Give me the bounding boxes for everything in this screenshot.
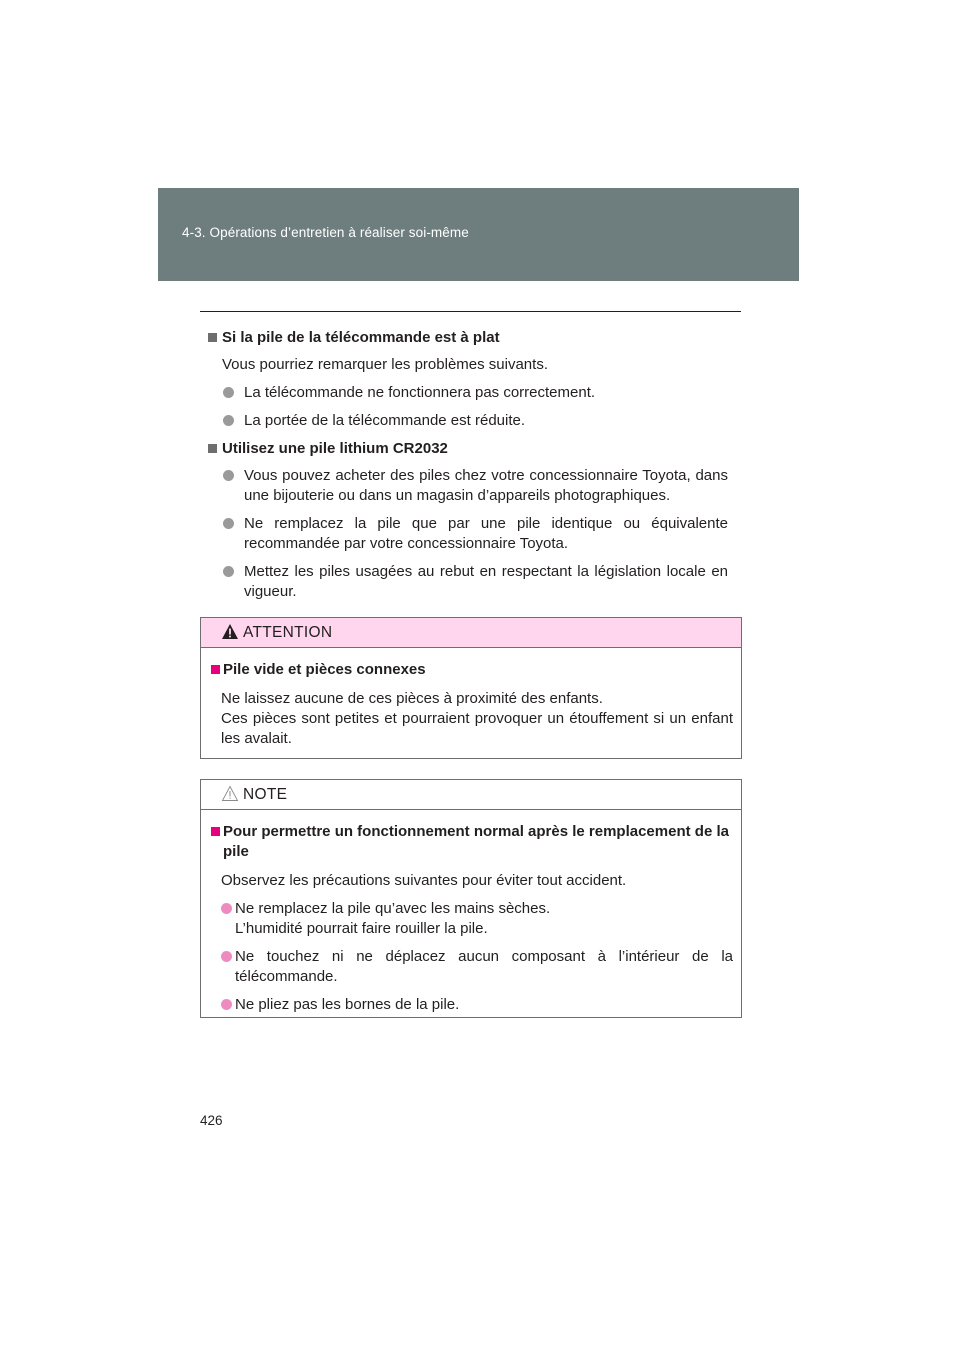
- note-title: NOTE: [243, 786, 288, 803]
- attention-title: ATTENTION: [243, 624, 333, 641]
- note-box: [200, 779, 742, 1018]
- main-content: [208, 328, 728, 610]
- round-bullet-icon: [221, 951, 232, 962]
- list-item: Ne pliez pas les bornes de la pile.: [211, 995, 733, 1015]
- note-intro: Observez les précautions suivantes pour éviter tout accident.: [221, 872, 627, 889]
- square-bullet-icon: [208, 444, 217, 453]
- attention-heading: Pile vide et pièces connexes: [211, 660, 733, 680]
- section-heading: Utilisez une pile lithium CR2032: [208, 439, 728, 459]
- round-bullet-icon: [223, 470, 234, 481]
- square-bullet-icon: [208, 333, 217, 342]
- list-item: La télécommande ne fonctionnera pas correctement.: [208, 383, 728, 403]
- round-bullet-icon: [223, 415, 234, 426]
- square-bullet-icon: [211, 665, 220, 674]
- list-item: La portée de la télécommande est réduite.: [208, 411, 728, 431]
- warning-triangle-outline-icon: [221, 785, 239, 802]
- list-item: Mettez les piles usagées au rebut en respectant la législation locale en vigueur.: [208, 562, 728, 602]
- note-header: [201, 780, 741, 810]
- section-intro: Vous pourriez remarquer les problèmes suivants.: [222, 356, 548, 373]
- list-item: Ne remplacez la pile qu’avec les mains sèches. L’humidité pourrait faire rouiller la pile.: [211, 899, 733, 939]
- list-item: Vous pouvez acheter des piles chez votre concessionnaire Toyota, dans une bijouterie ou dans un magasin d’appareils photographiques.: [208, 466, 728, 506]
- header-rule: [200, 311, 741, 312]
- attention-box: [200, 617, 742, 759]
- section-header-band: [158, 188, 799, 281]
- list-item: Ne touchez ni ne déplacez aucun composant à l’intérieur de la télécommande.: [211, 947, 733, 987]
- attention-text: Ne laissez aucune de ces pièces à proximité des enfants. Ces pièces sont petites et pourraient provoquer un étouffement si un enfant les avalait.: [221, 690, 733, 747]
- section-heading: Si la pile de la télécommande est à plat: [208, 328, 728, 348]
- section-title: 4-3. Opérations d’entretien à réaliser soi-même: [182, 225, 469, 240]
- round-bullet-icon: [221, 903, 232, 914]
- warning-triangle-filled-icon: [221, 623, 239, 640]
- page-number: 426: [200, 1113, 223, 1128]
- note-body: [201, 810, 741, 1027]
- square-bullet-icon: [211, 827, 220, 836]
- list-item: Ne remplacez la pile que par une pile identique ou équivalente recommandée par votre concessionnaire Toyota.: [208, 514, 728, 554]
- round-bullet-icon: [221, 999, 232, 1010]
- attention-header: [201, 618, 741, 648]
- round-bullet-icon: [223, 518, 234, 529]
- round-bullet-icon: [223, 566, 234, 577]
- attention-body: [201, 648, 741, 761]
- note-heading: Pour permettre un fonctionnement normal après le remplacement de la pile: [211, 822, 733, 862]
- round-bullet-icon: [223, 387, 234, 398]
